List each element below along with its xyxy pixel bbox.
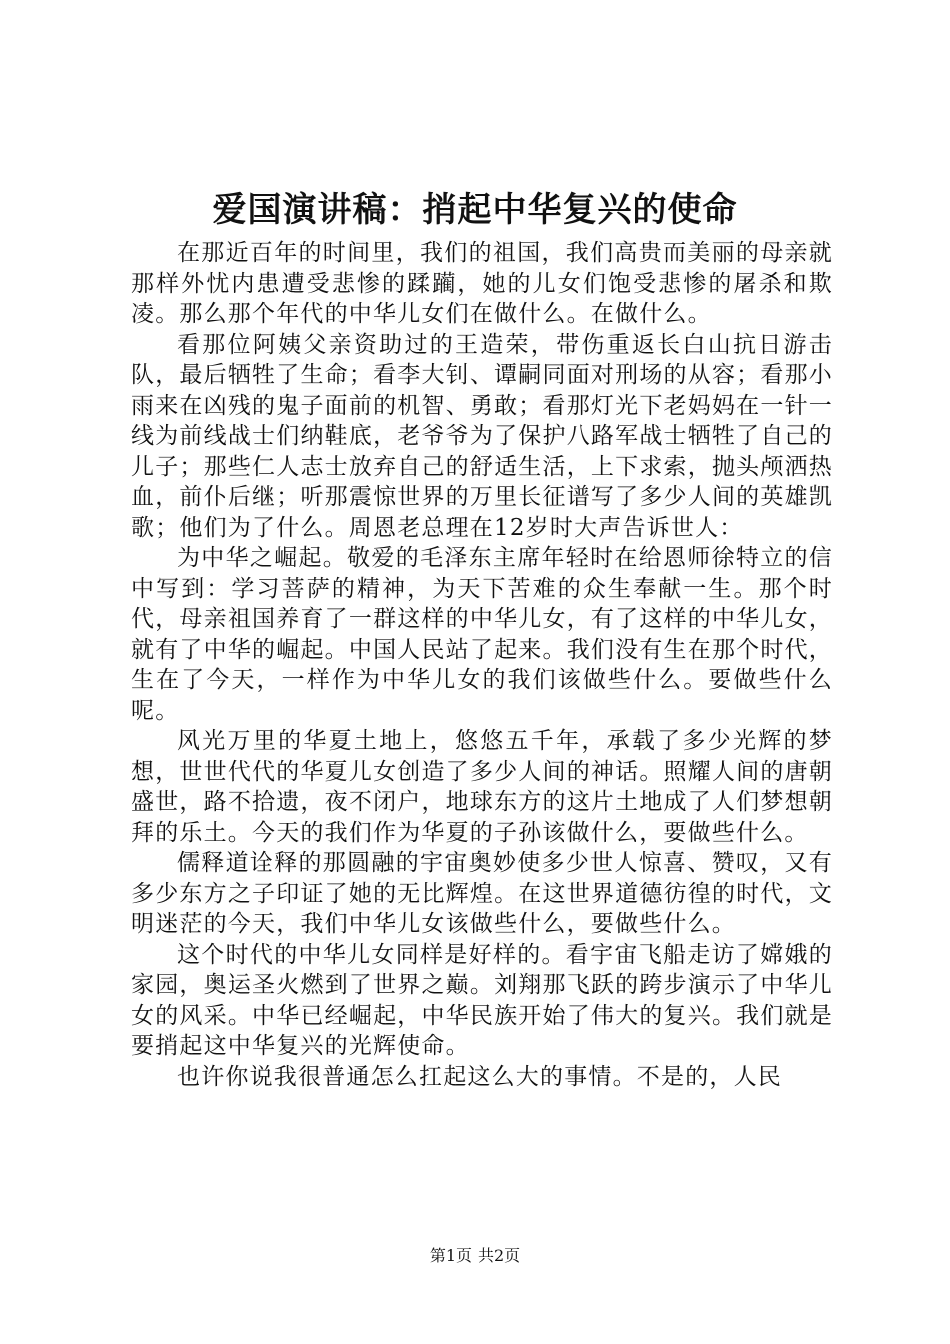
document-title: 爱国演讲稿：捎起中华复兴的使命 — [212, 190, 738, 230]
page-count: 共2页 — [478, 1246, 521, 1265]
paragraph: 这个时代的中华儿女同样是好样的。看宇宙飞船走访了嫦娥的家园，奥运圣火燃到了世界之巅。刘翔那飞跃的跨步演示了中华儿女的风采。中华已经崛起，中华民族开始了伟大的复兴。我们就是要捎起这中华复兴的光辉使命。 — [131, 941, 833, 1059]
paragraph: 风光万里的华夏土地上，悠悠五千年，承载了多少光辉的梦想，世世代代的华夏儿女创造了多少人间的神话。照耀人间的唐朝盛世，路不拾遗，夜不闭户，地球东方的这片土地成了人们梦想朝拜的乐土。今天的我们作为华夏的子孙该做什么，要做些什么。 — [131, 728, 833, 846]
page-footer — [0, 1246, 950, 1266]
document-body — [131, 238, 833, 1092]
paragraph: 在那近百年的时间里，我们的祖国，我们高贵而美丽的母亲就那样外忧内患遭受悲惨的蹂躏，她的儿女们饱受悲惨的屠杀和欺凌。那么那个年代的中华儿女们在做什么。在做什么。 — [131, 240, 833, 327]
paragraph: 为中华之崛起。敬爱的毛泽东主席年轻时在给恩师徐特立的信中写到：学习菩萨的精神，为天下苦难的众生奉献一生。那个时代，母亲祖国养育了一群这样的中华儿女，有了这样的中华儿女，就有了中华的崛起。中国人民站了起来。我们没有生在那个时代，生在了今天，一样作为中华儿女的我们该做些什么。要做些什么呢。 — [131, 545, 833, 724]
paragraph: 也许你说我很普通怎么扛起这么大的事情。不是的，人民 — [177, 1063, 782, 1090]
paragraph: 看那位阿姨父亲资助过的王造荣，带伤重返长白山抗日游击队，最后牺牲了生命；看李大钊、谭嗣同面对刑场的从容；看那小雨来在凶残的鬼子面前的机智、勇敢；看那灯光下老妈妈在一针一线为前线战士们纳鞋底，老爷爷为了保护八路军战士牺牲了自己的儿子；那些仁人志士放弃自己的舒适生活，上下求索，抛头颅洒热血，前仆后继；听那震惊世界的万里长征谱写了多少人间的英雄凯歌；他们为了什么。周恩老总理在12岁时大声告诉世人： — [131, 331, 833, 541]
paragraph: 儒释道诠释的那圆融的宇宙奥妙使多少世人惊喜、赞叹，又有多少东方之子印证了她的无比辉煌。在这世界道德彷徨的时代，文明迷茫的今天，我们中华儿女该做些什么，要做些什么。 — [131, 850, 833, 937]
page-number: 第1页 — [429, 1246, 472, 1265]
